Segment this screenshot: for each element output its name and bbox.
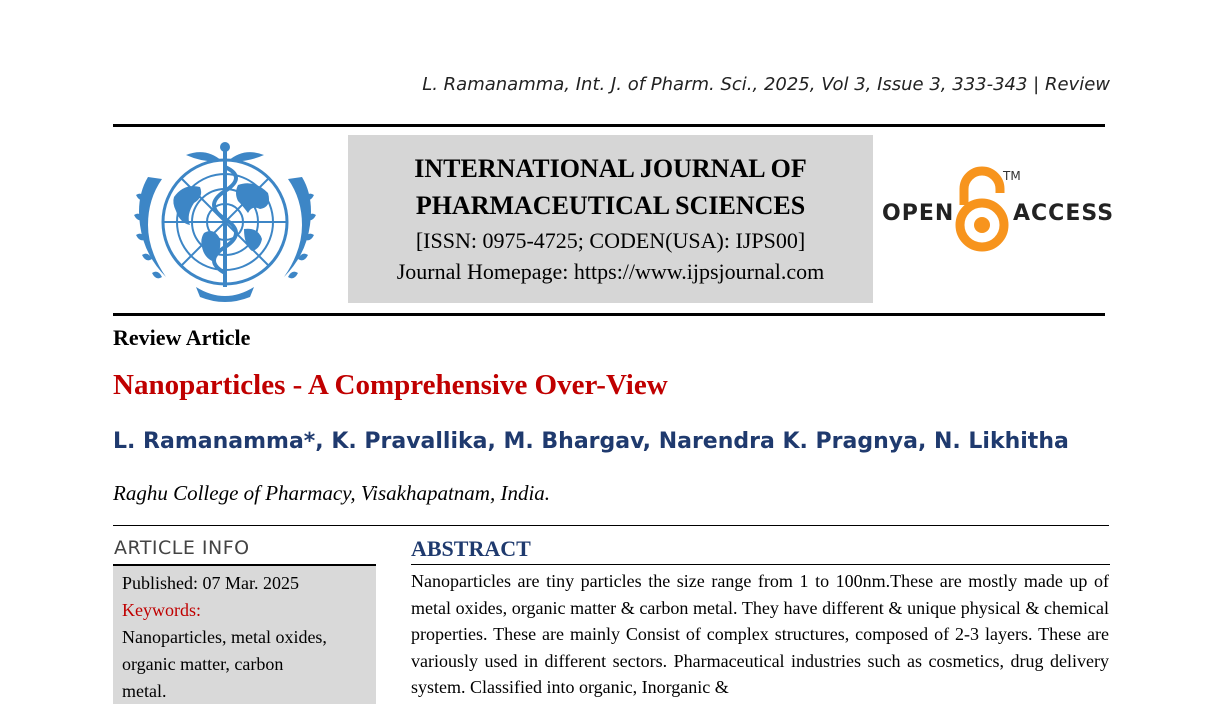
journal-issn: [ISSN: 0975-4725; CODEN(USA): IJPS00] (415, 228, 806, 253)
trademark-label: TM (1003, 169, 1021, 183)
article-type: Review Article (113, 325, 251, 350)
abstract-text: Nanoparticles are tiny particles the size range from 1 to 100nm.These are mostly made up of metal oxides, organic matter & carbon metal. They have different & unique physical & chemical properties. These are mainly Consist of complex structures, composed of 2-3 layers. These are variously used in different sectors. Pharmaceutical industries such as cosmetics, drug delivery system. Classified into organic, Inorganic & (411, 571, 1109, 697)
article-info-box (113, 564, 376, 704)
header-rule-top (113, 124, 1105, 127)
open-access-logo (880, 163, 1115, 253)
open-access-access-label: ACCESS (1013, 201, 1115, 226)
journal-name (348, 150, 873, 224)
running-header: L. Ramanamma, Int. J. of Pharm. Sci., 2025, Vol 3, Issue 3, 333-343 | Review (422, 74, 1110, 95)
keywords-line: organic matter, carbon (122, 654, 284, 674)
header-rule-bottom (113, 313, 1105, 316)
section-divider (113, 525, 1109, 526)
journal-name-line2: PHARMACEUTICAL SCIENCES (415, 191, 806, 220)
abstract-rule (411, 564, 1110, 565)
article-info-heading: ARTICLE INFO (114, 537, 250, 559)
author-affiliation: Raghu College of Pharmacy, Visakhapatnam, India. (113, 481, 551, 505)
abstract-heading: ABSTRACT (411, 536, 531, 561)
keywords-label: Keywords: (122, 600, 201, 620)
published-date: Published: 07 Mar. 2025 (122, 573, 300, 593)
keywords-line: Nanoparticles, metal oxides, (122, 627, 327, 647)
journal-masthead-box (348, 135, 873, 303)
article-title: Nanoparticles - A Comprehensive Over-View (113, 369, 668, 401)
open-access-open-label: OPEN (882, 201, 955, 226)
journal-name-line1: INTERNATIONAL JOURNAL OF (414, 154, 807, 183)
journal-homepage-link[interactable]: Journal Homepage: https://www.ijpsjournal.com (396, 259, 825, 284)
caduceus-globe-laurel-emblem-icon (126, 137, 324, 307)
author-list: L. Ramanamma*, K. Pravallika, M. Bhargav, Narendra K. Pragnya, N. Likhitha (113, 429, 1069, 454)
keywords-line: metal. (122, 681, 167, 701)
